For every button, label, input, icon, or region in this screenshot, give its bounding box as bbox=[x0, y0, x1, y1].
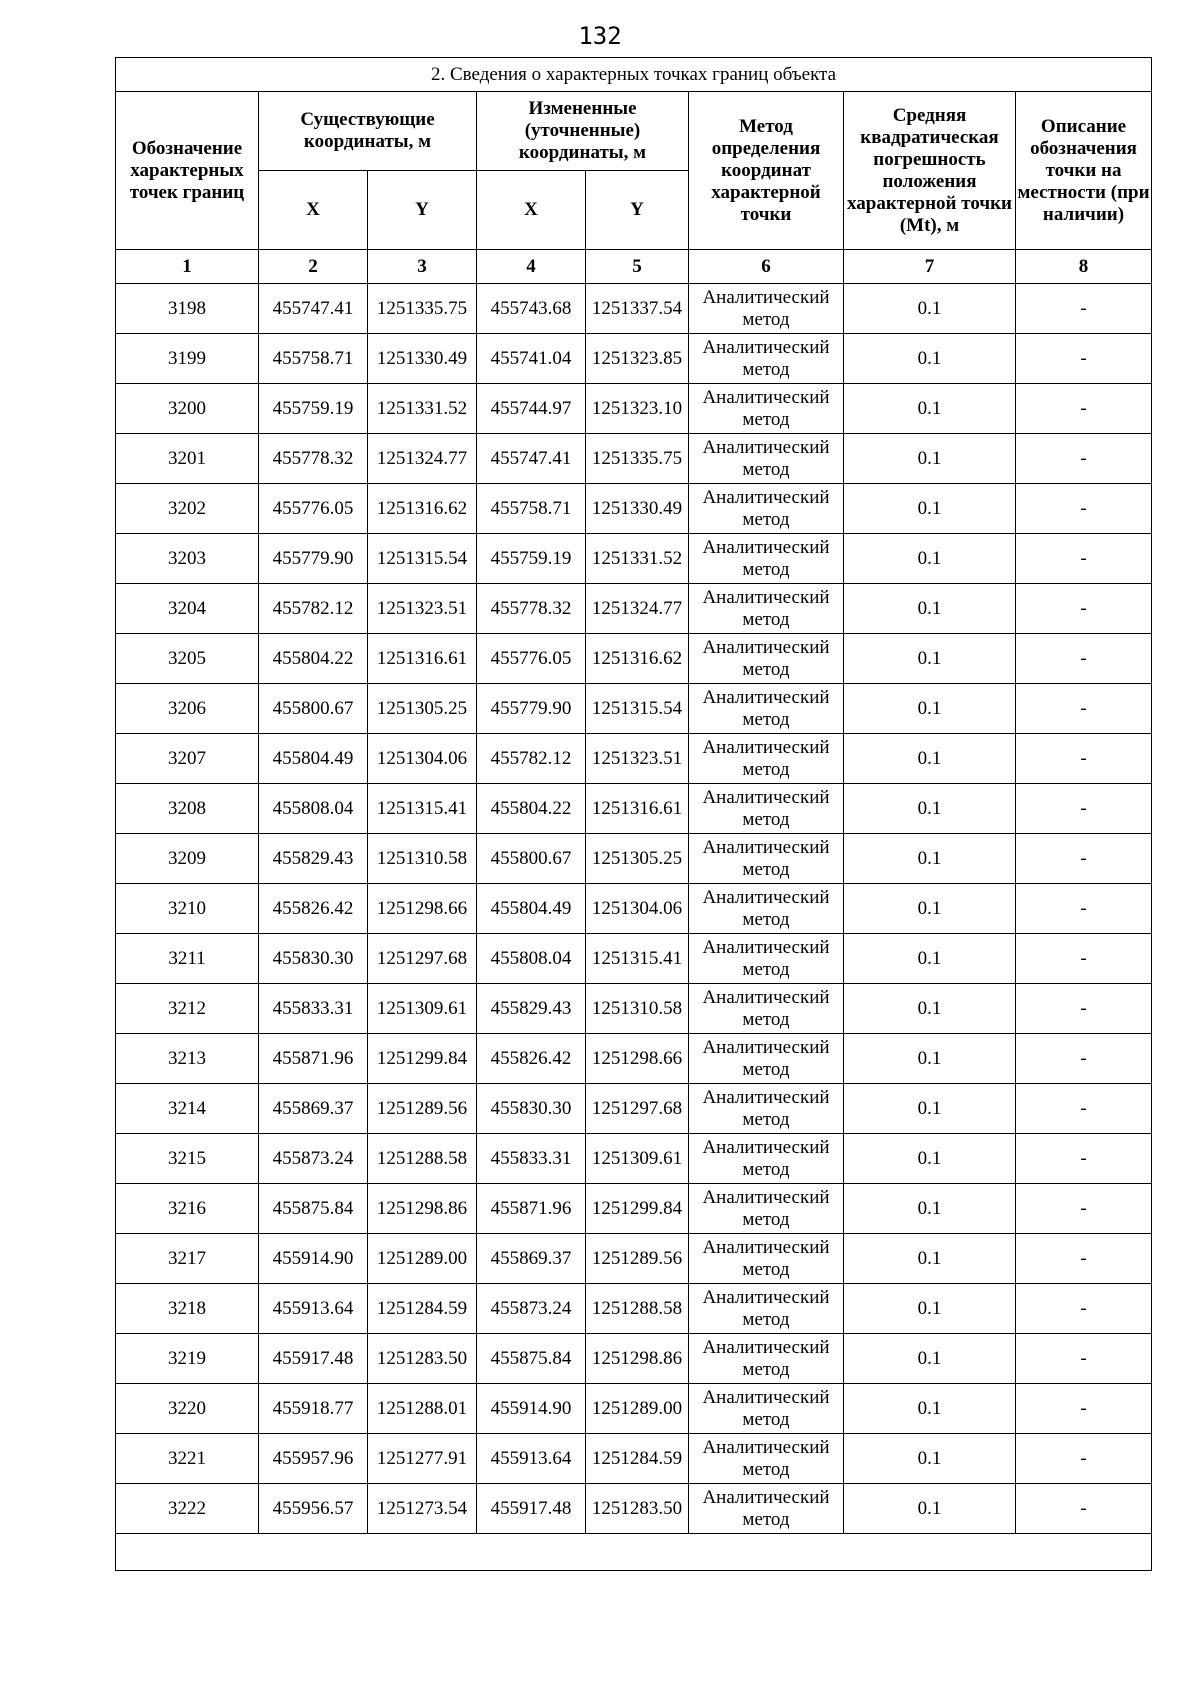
error-cell: 0.1 bbox=[844, 784, 1016, 834]
point-id-cell: 3220 bbox=[116, 1384, 259, 1434]
table-row bbox=[116, 934, 1152, 984]
changed-x-cell: 455914.90 bbox=[477, 1384, 586, 1434]
table-row bbox=[116, 1484, 1152, 1534]
description-cell: - bbox=[1016, 784, 1152, 834]
error-cell: 0.1 bbox=[844, 1184, 1016, 1234]
changed-y-cell: 1251316.62 bbox=[586, 634, 689, 684]
column-number: 8 bbox=[1016, 250, 1152, 284]
method-cell: Аналитический метод bbox=[689, 884, 844, 934]
header-changed-coords: Измененные (уточненные) координаты, м bbox=[477, 92, 689, 171]
error-cell: 0.1 bbox=[844, 934, 1016, 984]
changed-y-cell: 1251304.06 bbox=[586, 884, 689, 934]
existing-y-cell: 1251299.84 bbox=[368, 1034, 477, 1084]
error-cell: 0.1 bbox=[844, 284, 1016, 334]
table-row bbox=[116, 284, 1152, 334]
description-cell: - bbox=[1016, 834, 1152, 884]
point-id-cell: 3201 bbox=[116, 434, 259, 484]
description-cell: - bbox=[1016, 1184, 1152, 1234]
changed-y-cell: 1251309.61 bbox=[586, 1134, 689, 1184]
method-cell: Аналитический метод bbox=[689, 1284, 844, 1334]
method-cell: Аналитический метод bbox=[689, 1234, 844, 1284]
point-id-cell: 3203 bbox=[116, 534, 259, 584]
column-number: 5 bbox=[586, 250, 689, 284]
error-cell: 0.1 bbox=[844, 1484, 1016, 1534]
header-error: Средняя квадратическая погрешность положения характерной точки (Mt), м bbox=[844, 92, 1016, 250]
point-id-cell: 3213 bbox=[116, 1034, 259, 1084]
existing-x-cell: 455830.30 bbox=[259, 934, 368, 984]
existing-y-cell: 1251289.56 bbox=[368, 1084, 477, 1134]
existing-y-cell: 1251297.68 bbox=[368, 934, 477, 984]
existing-y-cell: 1251304.06 bbox=[368, 734, 477, 784]
description-cell: - bbox=[1016, 1084, 1152, 1134]
error-cell: 0.1 bbox=[844, 334, 1016, 384]
existing-x-cell: 455956.57 bbox=[259, 1484, 368, 1534]
existing-x-cell: 455913.64 bbox=[259, 1284, 368, 1334]
error-cell: 0.1 bbox=[844, 834, 1016, 884]
existing-x-cell: 455776.05 bbox=[259, 484, 368, 534]
method-cell: Аналитический метод bbox=[689, 1434, 844, 1484]
header-description: Описание обозначения точки на местности (при наличии) bbox=[1016, 92, 1152, 250]
header-existing-y: Y bbox=[368, 171, 477, 250]
existing-y-cell: 1251335.75 bbox=[368, 284, 477, 334]
changed-x-cell: 455917.48 bbox=[477, 1484, 586, 1534]
error-cell: 0.1 bbox=[844, 1134, 1016, 1184]
existing-y-cell: 1251316.62 bbox=[368, 484, 477, 534]
changed-y-cell: 1251315.41 bbox=[586, 934, 689, 984]
method-cell: Аналитический метод bbox=[689, 634, 844, 684]
header-existing-x: X bbox=[259, 171, 368, 250]
method-cell: Аналитический метод bbox=[689, 1134, 844, 1184]
point-id-cell: 3200 bbox=[116, 384, 259, 434]
changed-x-cell: 455869.37 bbox=[477, 1234, 586, 1284]
method-cell: Аналитический метод bbox=[689, 434, 844, 484]
description-cell: - bbox=[1016, 684, 1152, 734]
changed-y-cell: 1251299.84 bbox=[586, 1184, 689, 1234]
existing-y-cell: 1251288.01 bbox=[368, 1384, 477, 1434]
method-cell: Аналитический метод bbox=[689, 284, 844, 334]
existing-x-cell: 455778.32 bbox=[259, 434, 368, 484]
error-cell: 0.1 bbox=[844, 434, 1016, 484]
existing-y-cell: 1251316.61 bbox=[368, 634, 477, 684]
method-cell: Аналитический метод bbox=[689, 1084, 844, 1134]
changed-x-cell: 455758.71 bbox=[477, 484, 586, 534]
description-cell: - bbox=[1016, 1034, 1152, 1084]
header-changed-y: Y bbox=[586, 171, 689, 250]
existing-y-cell: 1251331.52 bbox=[368, 384, 477, 434]
description-cell: - bbox=[1016, 434, 1152, 484]
changed-x-cell: 455833.31 bbox=[477, 1134, 586, 1184]
header-changed-x: X bbox=[477, 171, 586, 250]
table-row bbox=[116, 784, 1152, 834]
existing-y-cell: 1251298.66 bbox=[368, 884, 477, 934]
point-id-cell: 3199 bbox=[116, 334, 259, 384]
changed-x-cell: 455747.41 bbox=[477, 434, 586, 484]
existing-x-cell: 455957.96 bbox=[259, 1434, 368, 1484]
point-id-cell: 3207 bbox=[116, 734, 259, 784]
description-cell: - bbox=[1016, 1134, 1152, 1184]
existing-x-cell: 455833.31 bbox=[259, 984, 368, 1034]
description-cell: - bbox=[1016, 584, 1152, 634]
changed-x-cell: 455808.04 bbox=[477, 934, 586, 984]
description-cell: - bbox=[1016, 284, 1152, 334]
point-id-cell: 3209 bbox=[116, 834, 259, 884]
existing-y-cell: 1251283.50 bbox=[368, 1334, 477, 1384]
header-row-1 bbox=[116, 92, 1152, 171]
changed-x-cell: 455778.32 bbox=[477, 584, 586, 634]
changed-y-cell: 1251305.25 bbox=[586, 834, 689, 884]
existing-x-cell: 455782.12 bbox=[259, 584, 368, 634]
changed-y-cell: 1251323.51 bbox=[586, 734, 689, 784]
changed-y-cell: 1251330.49 bbox=[586, 484, 689, 534]
changed-y-cell: 1251315.54 bbox=[586, 684, 689, 734]
error-cell: 0.1 bbox=[844, 484, 1016, 534]
table-row bbox=[116, 1434, 1152, 1484]
table-row bbox=[116, 1384, 1152, 1434]
method-cell: Аналитический метод bbox=[689, 834, 844, 884]
column-number: 3 bbox=[368, 250, 477, 284]
point-id-cell: 3198 bbox=[116, 284, 259, 334]
existing-x-cell: 455804.22 bbox=[259, 634, 368, 684]
table-row bbox=[116, 984, 1152, 1034]
table-row bbox=[116, 1284, 1152, 1334]
changed-x-cell: 455804.49 bbox=[477, 884, 586, 934]
changed-x-cell: 455800.67 bbox=[477, 834, 586, 884]
boundary-points-table bbox=[115, 57, 1152, 1571]
changed-x-cell: 455741.04 bbox=[477, 334, 586, 384]
point-id-cell: 3204 bbox=[116, 584, 259, 634]
table-row bbox=[116, 434, 1152, 484]
column-number: 2 bbox=[259, 250, 368, 284]
existing-x-cell: 455808.04 bbox=[259, 784, 368, 834]
existing-x-cell: 455747.41 bbox=[259, 284, 368, 334]
changed-x-cell: 455826.42 bbox=[477, 1034, 586, 1084]
existing-y-cell: 1251330.49 bbox=[368, 334, 477, 384]
changed-y-cell: 1251335.75 bbox=[586, 434, 689, 484]
changed-y-cell: 1251289.56 bbox=[586, 1234, 689, 1284]
changed-x-cell: 455804.22 bbox=[477, 784, 586, 834]
point-id-cell: 3212 bbox=[116, 984, 259, 1034]
description-cell: - bbox=[1016, 334, 1152, 384]
table-row bbox=[116, 1034, 1152, 1084]
column-number: 1 bbox=[116, 250, 259, 284]
table-row bbox=[116, 584, 1152, 634]
table-row bbox=[116, 1334, 1152, 1384]
point-id-cell: 3219 bbox=[116, 1334, 259, 1384]
table-row bbox=[116, 1134, 1152, 1184]
changed-x-cell: 455913.64 bbox=[477, 1434, 586, 1484]
existing-x-cell: 455914.90 bbox=[259, 1234, 368, 1284]
changed-y-cell: 1251289.00 bbox=[586, 1384, 689, 1434]
existing-y-cell: 1251298.86 bbox=[368, 1184, 477, 1234]
method-cell: Аналитический метод bbox=[689, 934, 844, 984]
changed-x-cell: 455829.43 bbox=[477, 984, 586, 1034]
changed-x-cell: 455744.97 bbox=[477, 384, 586, 434]
changed-x-cell: 455743.68 bbox=[477, 284, 586, 334]
method-cell: Аналитический метод bbox=[689, 684, 844, 734]
description-cell: - bbox=[1016, 984, 1152, 1034]
table-row bbox=[116, 384, 1152, 434]
error-cell: 0.1 bbox=[844, 384, 1016, 434]
description-cell: - bbox=[1016, 1334, 1152, 1384]
point-id-cell: 3208 bbox=[116, 784, 259, 834]
existing-y-cell: 1251273.54 bbox=[368, 1484, 477, 1534]
header-existing-coords: Существующие координаты, м bbox=[259, 92, 477, 171]
section-title: 2. Сведения о характерных точках границ объекта bbox=[116, 58, 1152, 92]
error-cell: 0.1 bbox=[844, 1034, 1016, 1084]
method-cell: Аналитический метод bbox=[689, 734, 844, 784]
error-cell: 0.1 bbox=[844, 1334, 1016, 1384]
changed-y-cell: 1251323.10 bbox=[586, 384, 689, 434]
existing-y-cell: 1251288.58 bbox=[368, 1134, 477, 1184]
point-id-cell: 3202 bbox=[116, 484, 259, 534]
existing-x-cell: 455917.48 bbox=[259, 1334, 368, 1384]
point-id-cell: 3206 bbox=[116, 684, 259, 734]
existing-x-cell: 455779.90 bbox=[259, 534, 368, 584]
existing-x-cell: 455829.43 bbox=[259, 834, 368, 884]
changed-x-cell: 455776.05 bbox=[477, 634, 586, 684]
description-cell: - bbox=[1016, 634, 1152, 684]
method-cell: Аналитический метод bbox=[689, 1334, 844, 1384]
point-id-cell: 3217 bbox=[116, 1234, 259, 1284]
table-row bbox=[116, 734, 1152, 784]
table-row bbox=[116, 1084, 1152, 1134]
existing-x-cell: 455826.42 bbox=[259, 884, 368, 934]
changed-x-cell: 455875.84 bbox=[477, 1334, 586, 1384]
method-cell: Аналитический метод bbox=[689, 584, 844, 634]
empty-footer-row bbox=[116, 1534, 1152, 1571]
description-cell: - bbox=[1016, 1384, 1152, 1434]
description-cell: - bbox=[1016, 734, 1152, 784]
existing-y-cell: 1251323.51 bbox=[368, 584, 477, 634]
error-cell: 0.1 bbox=[844, 684, 1016, 734]
column-number-row bbox=[116, 250, 1152, 284]
changed-y-cell: 1251284.59 bbox=[586, 1434, 689, 1484]
description-cell: - bbox=[1016, 1234, 1152, 1284]
column-number: 4 bbox=[477, 250, 586, 284]
changed-x-cell: 455873.24 bbox=[477, 1284, 586, 1334]
existing-x-cell: 455871.96 bbox=[259, 1034, 368, 1084]
table-row bbox=[116, 884, 1152, 934]
description-cell: - bbox=[1016, 484, 1152, 534]
point-id-cell: 3205 bbox=[116, 634, 259, 684]
point-id-cell: 3216 bbox=[116, 1184, 259, 1234]
changed-x-cell: 455871.96 bbox=[477, 1184, 586, 1234]
page-number: 132 bbox=[578, 22, 622, 50]
table-row bbox=[116, 684, 1152, 734]
method-cell: Аналитический метод bbox=[689, 1034, 844, 1084]
method-cell: Аналитический метод bbox=[689, 1484, 844, 1534]
method-cell: Аналитический метод bbox=[689, 534, 844, 584]
existing-x-cell: 455800.67 bbox=[259, 684, 368, 734]
point-id-cell: 3210 bbox=[116, 884, 259, 934]
description-cell: - bbox=[1016, 1484, 1152, 1534]
changed-y-cell: 1251324.77 bbox=[586, 584, 689, 634]
existing-y-cell: 1251289.00 bbox=[368, 1234, 477, 1284]
table-row bbox=[116, 634, 1152, 684]
section-title-row bbox=[116, 58, 1152, 92]
point-id-cell: 3211 bbox=[116, 934, 259, 984]
point-id-cell: 3215 bbox=[116, 1134, 259, 1184]
method-cell: Аналитический метод bbox=[689, 784, 844, 834]
existing-x-cell: 455804.49 bbox=[259, 734, 368, 784]
point-id-cell: 3222 bbox=[116, 1484, 259, 1534]
changed-y-cell: 1251298.66 bbox=[586, 1034, 689, 1084]
error-cell: 0.1 bbox=[844, 1084, 1016, 1134]
existing-y-cell: 1251310.58 bbox=[368, 834, 477, 884]
error-cell: 0.1 bbox=[844, 884, 1016, 934]
error-cell: 0.1 bbox=[844, 984, 1016, 1034]
existing-x-cell: 455918.77 bbox=[259, 1384, 368, 1434]
changed-y-cell: 1251283.50 bbox=[586, 1484, 689, 1534]
existing-y-cell: 1251309.61 bbox=[368, 984, 477, 1034]
header-point: Обозначение характерных точек границ bbox=[116, 92, 259, 250]
existing-y-cell: 1251324.77 bbox=[368, 434, 477, 484]
changed-x-cell: 455782.12 bbox=[477, 734, 586, 784]
method-cell: Аналитический метод bbox=[689, 334, 844, 384]
empty-footer-cell bbox=[116, 1534, 1152, 1571]
error-cell: 0.1 bbox=[844, 1384, 1016, 1434]
method-cell: Аналитический метод bbox=[689, 984, 844, 1034]
changed-y-cell: 1251310.58 bbox=[586, 984, 689, 1034]
table-row bbox=[116, 534, 1152, 584]
description-cell: - bbox=[1016, 384, 1152, 434]
existing-y-cell: 1251305.25 bbox=[368, 684, 477, 734]
description-cell: - bbox=[1016, 1434, 1152, 1484]
method-cell: Аналитический метод bbox=[689, 1384, 844, 1434]
changed-y-cell: 1251323.85 bbox=[586, 334, 689, 384]
column-number: 7 bbox=[844, 250, 1016, 284]
error-cell: 0.1 bbox=[844, 584, 1016, 634]
point-id-cell: 3221 bbox=[116, 1434, 259, 1484]
changed-x-cell: 455759.19 bbox=[477, 534, 586, 584]
existing-y-cell: 1251315.54 bbox=[368, 534, 477, 584]
column-number: 6 bbox=[689, 250, 844, 284]
method-cell: Аналитический метод bbox=[689, 484, 844, 534]
table-row bbox=[116, 1184, 1152, 1234]
description-cell: - bbox=[1016, 534, 1152, 584]
table-row bbox=[116, 484, 1152, 534]
error-cell: 0.1 bbox=[844, 1284, 1016, 1334]
existing-y-cell: 1251284.59 bbox=[368, 1284, 477, 1334]
existing-y-cell: 1251315.41 bbox=[368, 784, 477, 834]
error-cell: 0.1 bbox=[844, 734, 1016, 784]
error-cell: 0.1 bbox=[844, 534, 1016, 584]
method-cell: Аналитический метод bbox=[689, 1184, 844, 1234]
table-row bbox=[116, 834, 1152, 884]
existing-y-cell: 1251277.91 bbox=[368, 1434, 477, 1484]
point-id-cell: 3214 bbox=[116, 1084, 259, 1134]
changed-y-cell: 1251297.68 bbox=[586, 1084, 689, 1134]
existing-x-cell: 455759.19 bbox=[259, 384, 368, 434]
description-cell: - bbox=[1016, 884, 1152, 934]
error-cell: 0.1 bbox=[844, 1234, 1016, 1284]
error-cell: 0.1 bbox=[844, 634, 1016, 684]
error-cell: 0.1 bbox=[844, 1434, 1016, 1484]
changed-y-cell: 1251298.86 bbox=[586, 1334, 689, 1384]
table-row bbox=[116, 1234, 1152, 1284]
description-cell: - bbox=[1016, 1284, 1152, 1334]
existing-x-cell: 455869.37 bbox=[259, 1084, 368, 1134]
changed-y-cell: 1251316.61 bbox=[586, 784, 689, 834]
method-cell: Аналитический метод bbox=[689, 384, 844, 434]
existing-x-cell: 455758.71 bbox=[259, 334, 368, 384]
existing-x-cell: 455875.84 bbox=[259, 1184, 368, 1234]
changed-x-cell: 455830.30 bbox=[477, 1084, 586, 1134]
existing-x-cell: 455873.24 bbox=[259, 1134, 368, 1184]
description-cell: - bbox=[1016, 934, 1152, 984]
point-id-cell: 3218 bbox=[116, 1284, 259, 1334]
table-row bbox=[116, 334, 1152, 384]
changed-x-cell: 455779.90 bbox=[477, 684, 586, 734]
changed-y-cell: 1251288.58 bbox=[586, 1284, 689, 1334]
header-method: Метод определения координат характерной точки bbox=[689, 92, 844, 250]
changed-y-cell: 1251331.52 bbox=[586, 534, 689, 584]
changed-y-cell: 1251337.54 bbox=[586, 284, 689, 334]
